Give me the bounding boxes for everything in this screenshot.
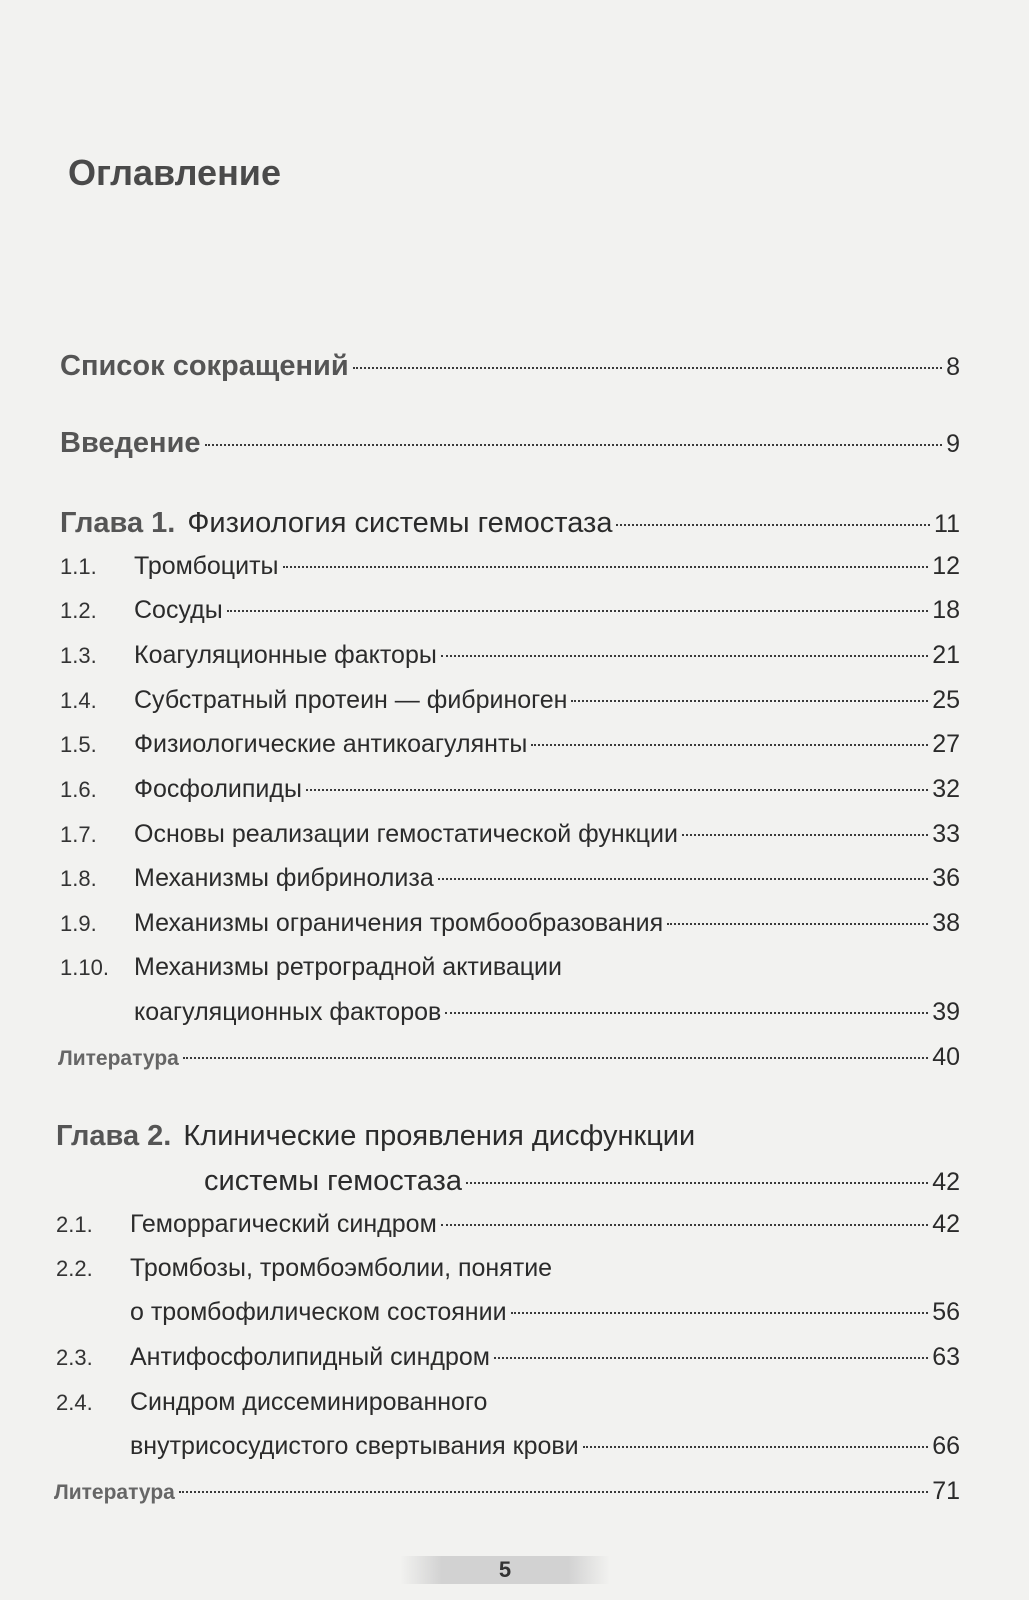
entry-label: Введение — [60, 427, 201, 459]
toc-entry-abbreviations[interactable] — [60, 350, 960, 383]
section-number: 2.2. — [56, 1256, 93, 1281]
toc-section-2-4-cont[interactable] — [130, 1432, 960, 1461]
toc-section-1-8[interactable] — [60, 864, 960, 893]
toc-entry-introduction[interactable] — [60, 427, 960, 460]
entry-page: 8 — [946, 353, 960, 381]
literature-label: Литература — [58, 1047, 179, 1070]
section-title: Тромбозы, тромбоэмболии, понятие — [130, 1254, 553, 1282]
chapter-number: Глава 2. — [56, 1120, 172, 1152]
section-title: Сосуды — [134, 596, 223, 624]
section-page: 27 — [932, 730, 960, 758]
section-title-cont: коагуляционных факторов — [134, 998, 442, 1026]
toc-section-1-1[interactable] — [60, 552, 960, 581]
leader-dots — [438, 878, 928, 880]
leader-dots — [353, 367, 942, 369]
section-number: 2.4. — [56, 1390, 93, 1415]
section-page: 21 — [932, 641, 960, 669]
toc-section-1-3[interactable] — [60, 641, 960, 670]
leader-dots — [511, 1312, 929, 1314]
section-title: Тромбоциты — [134, 552, 279, 580]
literature-page: 40 — [932, 1043, 960, 1071]
leader-dots — [682, 834, 928, 836]
leader-dots — [179, 1491, 928, 1493]
toc-chapter-1[interactable] — [60, 507, 960, 540]
leader-dots — [283, 566, 929, 568]
chapter-page: 11 — [934, 510, 960, 538]
section-number: 2.1. — [56, 1212, 93, 1237]
section-title: Коагуляционные факторы — [134, 641, 437, 669]
literature-page: 71 — [932, 1477, 960, 1505]
toc-section-1-10-cont[interactable] — [134, 998, 960, 1027]
section-page: 18 — [932, 596, 960, 624]
leader-dots — [571, 700, 928, 702]
leader-dots — [616, 524, 930, 526]
section-number: 2.3. — [56, 1345, 93, 1370]
section-page: 33 — [932, 820, 960, 848]
toc-section-2-1[interactable] — [56, 1210, 960, 1239]
toc-section-1-2[interactable] — [60, 596, 960, 625]
section-page: 66 — [932, 1432, 960, 1460]
section-title: Фосфолипиды — [134, 775, 302, 803]
leader-dots — [531, 744, 928, 746]
leader-dots — [445, 1012, 928, 1014]
section-page: 39 — [932, 998, 960, 1026]
section-number: 1.1. — [60, 554, 97, 579]
leader-dots — [227, 610, 929, 612]
toc-chapter-2[interactable] — [56, 1120, 695, 1153]
leader-dots — [583, 1446, 929, 1448]
chapter-page: 42 — [932, 1168, 960, 1196]
leader-dots — [466, 1182, 928, 1184]
chapter-number: Глава 1. — [60, 507, 176, 539]
section-page: 56 — [932, 1298, 960, 1326]
toc-section-1-5[interactable] — [60, 730, 960, 759]
literature-label: Литература — [54, 1481, 175, 1504]
section-number: 1.6. — [60, 777, 97, 802]
toc-section-1-6[interactable] — [60, 775, 960, 804]
section-number: 1.9. — [60, 911, 97, 936]
leader-dots — [183, 1057, 928, 1059]
toc-section-2-2[interactable] — [56, 1254, 552, 1283]
entry-page: 9 — [946, 430, 960, 458]
section-page: 38 — [932, 909, 960, 937]
section-title-cont: о тромбофилическом состоянии — [130, 1298, 507, 1326]
toc-section-2-3[interactable] — [56, 1343, 960, 1372]
leader-dots — [306, 789, 928, 791]
entry-label: Список сокращений — [60, 350, 349, 382]
toc-literature-ch2[interactable] — [54, 1477, 960, 1506]
section-number: 1.8. — [60, 866, 97, 891]
section-title: Механизмы фибринолиза — [134, 864, 434, 892]
toc-section-2-4[interactable] — [56, 1388, 487, 1417]
section-number: 1.4. — [60, 688, 97, 713]
toc-literature-ch1[interactable] — [58, 1043, 960, 1072]
section-title: Синдром диссеминированного — [130, 1388, 488, 1416]
section-title: Механизмы ограничения тромбообразования — [134, 909, 664, 937]
section-page: 36 — [932, 864, 960, 892]
leader-dots — [494, 1357, 928, 1359]
section-title: Механизмы ретроградной активации — [134, 953, 562, 981]
section-page: 25 — [932, 686, 960, 714]
leader-dots — [205, 444, 943, 446]
chapter-title: Клинические проявления дисфункции — [183, 1120, 696, 1152]
section-page: 42 — [932, 1210, 960, 1238]
toc-chapter-2-cont[interactable] — [204, 1165, 960, 1198]
leader-dots — [441, 1224, 928, 1226]
section-title: Физиологические антикоагулянты — [134, 730, 528, 758]
toc-section-1-4[interactable] — [60, 686, 960, 715]
page-number: 5 — [400, 1556, 610, 1584]
toc-section-1-7[interactable] — [60, 820, 960, 849]
section-title: Антифосфолипидный синдром — [130, 1343, 490, 1371]
toc-section-2-2-cont[interactable] — [130, 1298, 960, 1327]
section-title-cont: внутрисосудистого свертывания крови — [130, 1432, 579, 1460]
section-title: Основы реализации гемостатической функции — [134, 820, 678, 848]
chapter-title: Физиология системы гемостаза — [187, 507, 613, 539]
section-page: 32 — [932, 775, 960, 803]
section-number: 1.2. — [60, 598, 97, 623]
section-number: 1.10. — [60, 955, 109, 980]
section-number: 1.5. — [60, 732, 97, 757]
section-title: Геморрагический синдром — [130, 1210, 437, 1238]
toc-section-1-10[interactable] — [60, 953, 562, 982]
leader-dots — [667, 923, 928, 925]
section-number: 1.7. — [60, 822, 97, 847]
section-page: 12 — [932, 552, 960, 580]
section-page: 63 — [932, 1343, 960, 1371]
section-title: Субстратный протеин — фибриноген — [134, 686, 568, 714]
section-number: 1.3. — [60, 643, 97, 668]
leader-dots — [441, 655, 928, 657]
toc-section-1-9[interactable] — [60, 909, 960, 938]
chapter-title-cont: системы гемостаза — [204, 1165, 462, 1197]
toc-title: Оглавление — [68, 152, 281, 193]
